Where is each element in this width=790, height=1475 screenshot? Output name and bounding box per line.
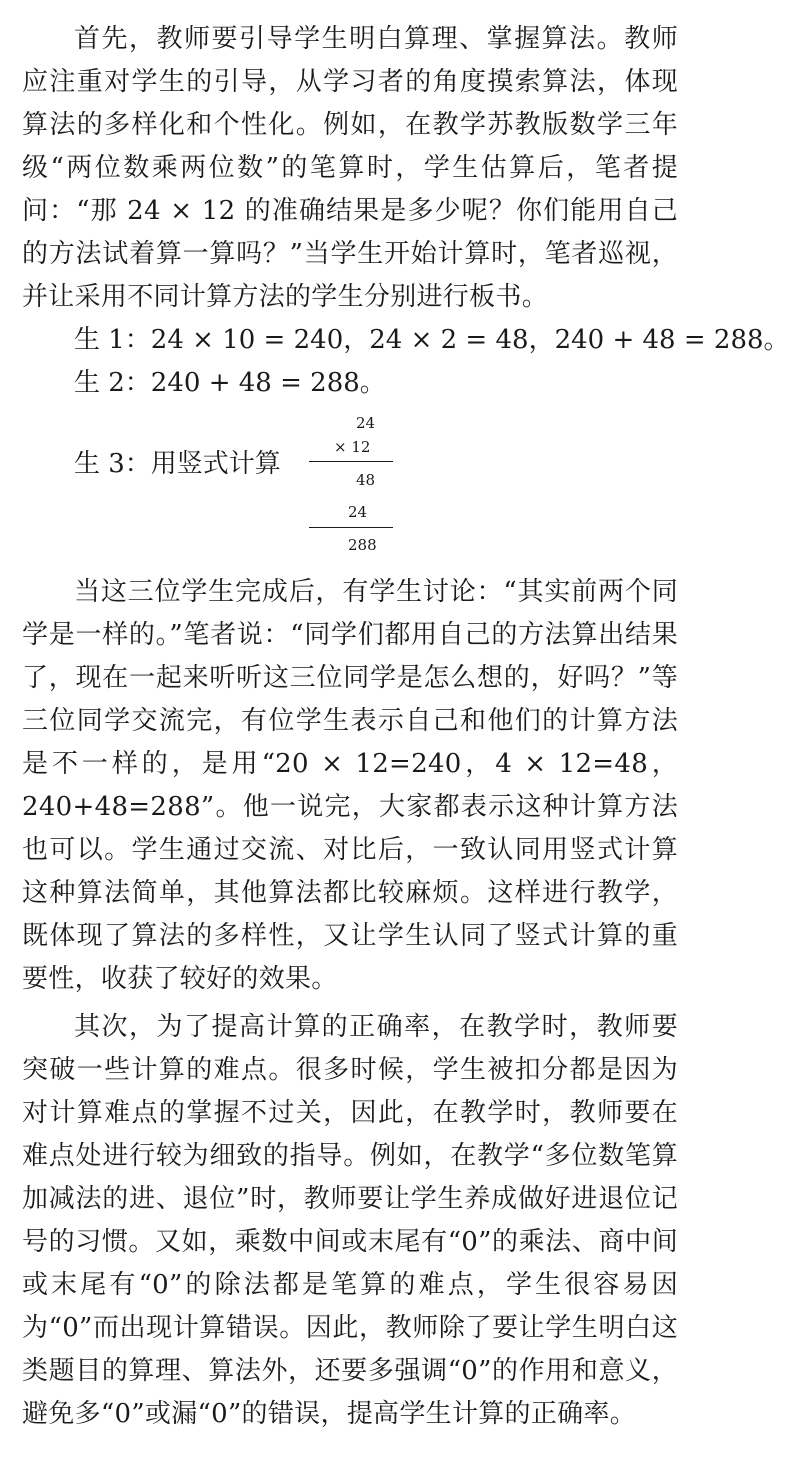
calc-multiplicand: 24 [356, 414, 376, 432]
student-3-label: 生 3：用竖式计算 [74, 449, 281, 479]
student-2-line: 生 2：240 + 48 = 288。 [74, 368, 386, 398]
calc-partial-product-1: 48 [356, 471, 376, 489]
student-3-block [22, 409, 678, 569]
calc-rule-1 [309, 461, 393, 462]
paragraph-3: 其次，为了提高计算的正确率，在教学时，教师要突破一些计算的难点。很多时候，学生被扣分都是因为对计算难点的掌握不过关，因此，在教学时，教师要在难点处进行较为细致的指导。例如，在教学“多位数笔算加减法的进、退位”时，教师要让学生养成做好进退位记号的习惯。又如，乘数中间或末尾有“0”的乘法、商中间或末尾有“0”的除法都是笔算的难点，学生很容易因为“0”而出现计算错误。因此，教师除了要让学生明白这类题目的算理、算法外，还要多强调“0”的作用和意义，避免多“0”或漏“0”的错误，提高学生计算的正确率。 [22, 1012, 678, 1429]
calc-rule-2 [309, 527, 393, 528]
paragraph-2: 当这三位学生完成后，有学生讨论：“其实前两个同学是一样的。”笔者说：“同学们都用自己的方法算出结果了，现在一起来听听这三位同学是怎么想的，好吗？”等三位同学交流完，有位学生表示自己和他们的计算方法是不一样的，是用“20 × 12=240，4 × 12=48，240+48=288”。他一说完，大家都表示这种计算方法也可以。学生通过交流、对比后，一致认同用竖式计算这种算法简单，其他算法都比较麻烦。这样进行教学，既体现了算法的多样性，又让学生认同了竖式计算的重要性，收获了较好的效果。 [22, 577, 678, 994]
paragraph-1: 首先，教师要引导学生明白算理、掌握算法。教师应注重对学生的引导，从学习者的角度摸索算法，体现算法的多样化和个性化。例如，在教学苏教版数学三年级“两位数乘两位数”的笔算时，学生估算后，笔者提问：“那 24 × 12 的准确结果是多少呢？你们能用自己的方法试着算一算吗？”当学生开始计算时，笔者巡视，并让采用不同计算方法的学生分别进行板书。 [22, 24, 678, 312]
student-1-line: 生 1：24 × 10 = 240，24 × 2 = 48，240 + 48 = 288。 [74, 325, 790, 355]
calc-result: 288 [348, 536, 377, 554]
calc-multiplier: × 12 [334, 438, 371, 456]
calc-partial-product-2: 24 [348, 503, 368, 521]
